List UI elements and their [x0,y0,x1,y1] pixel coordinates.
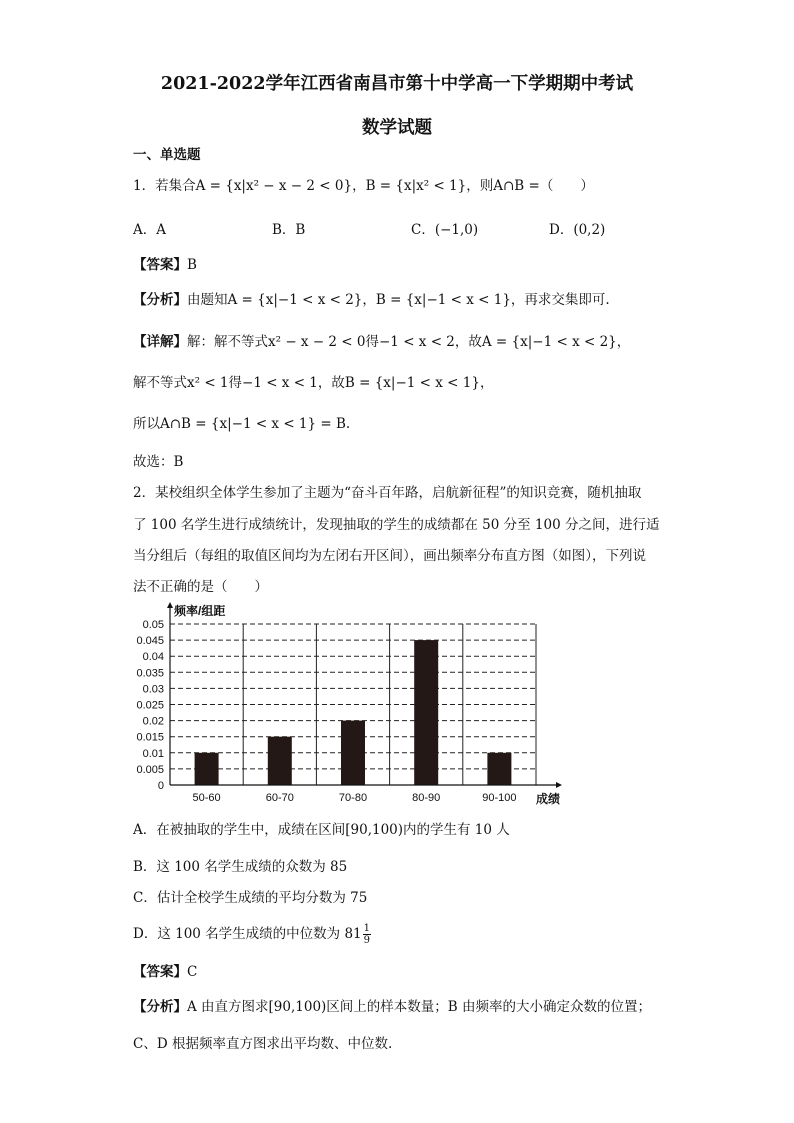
fraction-numerator: 1 [363,923,371,934]
y-tick-label: 0.035 [136,667,164,680]
frequency-histogram [128,598,568,810]
q2-option-c: C．估计全校学生成绩的平均分数为 75 [133,890,368,906]
y-tick-label: 0.05 [142,619,164,631]
q2-option-b: B．这 100 名学生成绩的众数为 85 [133,859,348,875]
fraction-denominator: 9 [363,935,371,946]
q1-detail-3: 所以A∩B = {x|−1 < x < 1} = B. [133,416,351,432]
q2-stem-line-2: 了 100 名学生进行成绩统计，发现抽取的学生的成绩都在 50 分至 100 分之间，进行适 [133,517,660,533]
y-tick-label: 0.015 [136,731,164,744]
analysis-tag: 【分析】 [133,999,187,1015]
y-tick-label: 0 [157,780,164,792]
x-axis-arrow [556,782,562,788]
x-tick-label: 70-80 [338,792,368,804]
q2-analysis-2: C、D 根据频率直方图求出平均数、中位数. [133,1036,393,1052]
y-tick-label: 0.005 [136,763,164,776]
detail-tag: 【详解】 [133,334,187,350]
histogram-bar [268,737,292,785]
q1-option-a: A．A [133,222,166,238]
histogram-bar [414,640,438,785]
q1-option-d: D．(0,2) [549,222,606,238]
y-tick-label: 0.03 [142,683,164,696]
q1-answer [133,255,197,275]
histogram-bar [341,721,365,785]
q1-option-c: C．(−1,0) [411,222,479,238]
q2-option-d [133,923,371,946]
mixed-fraction [363,923,371,946]
detail-text: 解：解不等式x² − x − 2 < 0得−1 < x < 2，故A = {x|−1 < x < 2}， [187,334,631,350]
y-axis-title: 频率/组距 [174,604,226,618]
y-tick-label: 0.01 [142,747,164,760]
answer-value: B [187,257,197,273]
histogram-bar [487,753,511,785]
q1-analysis [133,290,610,310]
q2-stem-line-1: 2．某校组织全体学生参加了主题为“奋斗百年路，启航新征程”的知识竞赛，随机抽取 [133,485,642,501]
answer-value: C [187,964,198,980]
q2-analysis-1 [133,997,651,1017]
y-tick-label: 0.04 [142,651,164,664]
analysis-text: 由题知A = {x|−1 < x < 2}，B = {x|−1 < x < 1}，再求交集即可. [187,292,610,308]
x-tick-label: 60-70 [265,792,294,804]
q1-conclusion: 故选：B [133,454,184,470]
y-tick-label: 0.02 [142,715,164,728]
answer-tag: 【答案】 [133,964,187,980]
paper-title: 2021-2022学年江西省南昌市第十中学高一下学期期中考试 [160,74,634,94]
q1-stem: 1．若集合A = {x|x² − x − 2 < 0}，B = {x|x² < 1}，则A∩B =（ ） [133,178,594,194]
histogram-bar [195,753,219,785]
section-heading: 一、单选题 [133,147,201,163]
q2-stem-line-3: 当分组后（每组的取值区间均为左闭右开区间），画出频率分布直方图（如图），下列说 [133,548,646,564]
x-axis-title: 成绩 [536,792,561,806]
q1-detail-2: 解不等式x² < 1得−1 < x < 1，故B = {x|−1 < x < 1}， [133,375,494,391]
x-tick-label: 90-100 [482,792,517,804]
answer-tag: 【答案】 [133,257,187,273]
y-axis-arrow [167,602,173,608]
x-tick-label: 80-90 [412,792,441,804]
q1-detail-1 [133,332,630,352]
q2-option-a: A．在被抽取的学生中，成绩在区间[90,100)内的学生有 10 人 [133,822,510,838]
paper-subtitle: 数学试题 [362,118,432,138]
q2-stem-line-4: 法不正确的是（ ） [133,579,268,595]
q1-option-b: B．B [272,222,306,238]
q2-answer [133,962,197,982]
y-tick-label: 0.025 [136,699,164,712]
y-tick-label: 0.045 [136,635,164,648]
x-tick-label: 50-60 [192,792,221,804]
q2-option-d-text: D．这 100 名学生成绩的中位数为 81 [133,926,362,942]
analysis-tag: 【分析】 [133,292,187,308]
analysis-text: A 由直方图求[90,100)区间上的样本数量；B 由频率的大小确定众数的位置； [187,999,652,1015]
